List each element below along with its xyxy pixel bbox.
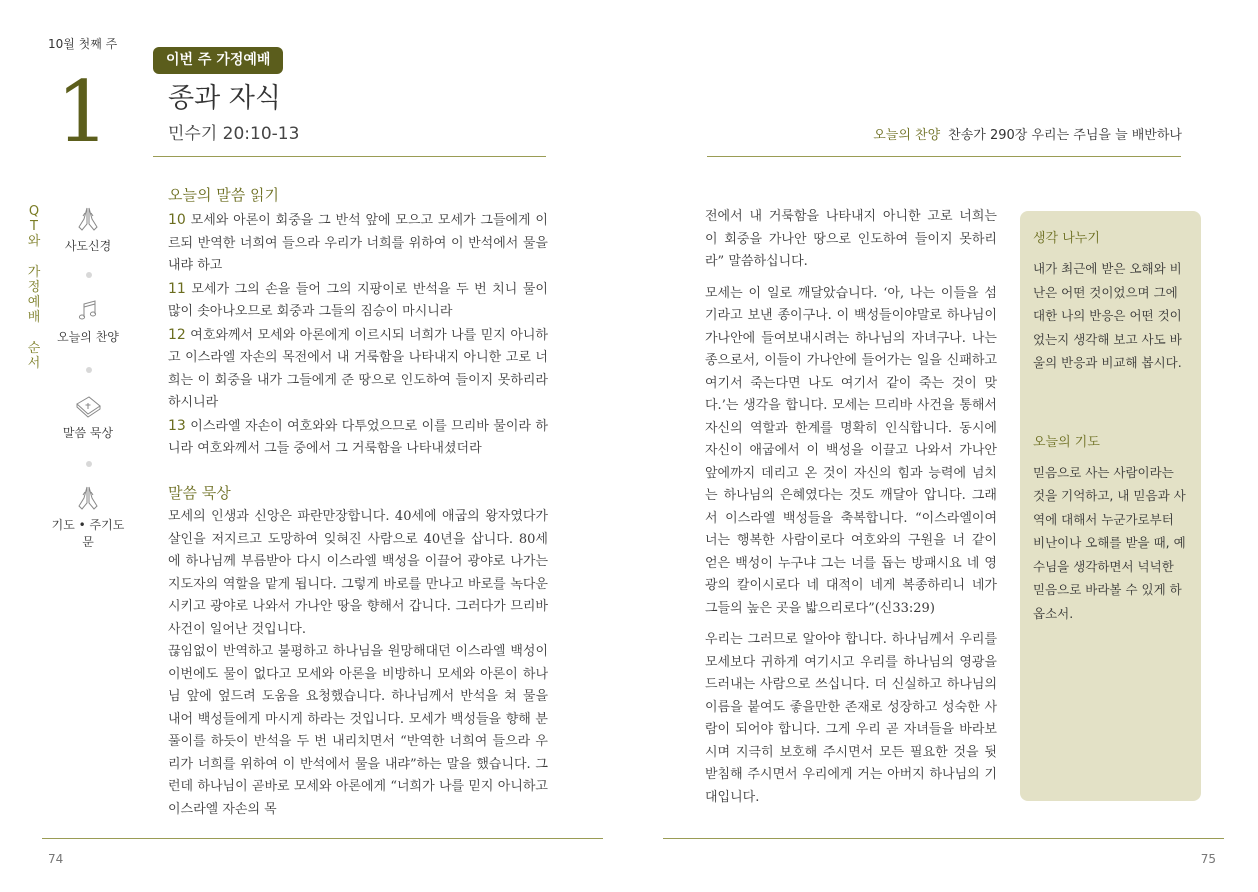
prayer-body: 믿음으로 사는 사람이라는 것을 기억하고, 내 믿음과 사역에 대해서 누군가로부터 비난이나 오해를 받을 때, 예수님을 생각하면서 넉넉한 믿음으로 바라볼 수 있게 하옵소서.: [1033, 464, 1186, 621]
sidebar-label-part: 가정예배: [27, 265, 41, 325]
sidebar-item-label: 말씀 묵상: [62, 426, 114, 440]
paragraph: 우리는 그러므로 알아야 합니다. 하나님께서 우리를 모세보다 귀하게 여기시고 우리를 하나님의 영광을 드러내는 사람으로 쓰십니다. 더 신실하고 하나님의 이름을 붙여도 좋을만한 존재로 성장하고 성숙한 사람이 되어야 합니다. 그게 우리 곧 자녀들을 바라보시며 지극히 보호해 주시면서 모든 필요한 것을 뒷받침해 주시면서 우리에게 거는 아버지 하나님의 기대입니다.: [705, 632, 997, 805]
meditation-continued: [705, 206, 997, 818]
verse-text: 이스라엘 자손이 여호와와 다투었으므로 이를 므리바 물이라 하니라 여호와께서 그들 중에서 그 거룩함을 나타내셨더라: [168, 418, 548, 456]
music-note-icon: [74, 296, 102, 324]
verse-text: 모세가 그의 손을 들어 그의 지팡이로 반석을 두 번 치니 물이 많이 솟아나오므로 회중과 그들의 짐승이 마시니라: [168, 281, 548, 319]
sidebar-item-label: 오늘의 찬양: [57, 330, 119, 344]
praying-hands-icon: [74, 484, 102, 512]
scripture-reference: 민수기 20:10-13: [168, 124, 300, 144]
sidebar-item-praise: [46, 296, 130, 345]
praying-hands-icon: [74, 205, 102, 233]
sidebar-label-part: QT와: [27, 204, 41, 249]
separator-dot: [86, 272, 92, 278]
hymn-title: 찬송가 290장 우리는 주님을 늘 배반하나: [948, 128, 1182, 143]
separator-dot: [86, 461, 92, 467]
sidebar-item-creed: [46, 205, 130, 254]
todays-praise: [873, 124, 1182, 143]
meditation-body: [168, 506, 548, 821]
separator-dot: [86, 367, 92, 373]
reading-title: 오늘의 말씀 읽기: [168, 186, 279, 204]
sidebar-item-label: 기도 • 주기도문: [51, 518, 125, 549]
prayer-title: 오늘의 기도: [1033, 434, 1100, 450]
paragraph: 모세의 인생과 신앙은 파란만장합니다. 40세에 애굽의 왕자였다가 살인을 저지르고 도망하여 잊혀진 사람으로 40년을 삽니다. 80세에 하나님께 부름받아 다시 이스라엘 백성을 이끌어 광야로 나가는 지도자의 역할을 맡게 됩니다. 그렇게 바로를 만나고 바로를 녹다운 시키고 광야로 나와서 가나안 땅을 향해서 갑니다. 그러다가 므리바 사건이 일어난 것입니다.: [168, 509, 548, 637]
day-number: 1: [56, 63, 110, 161]
bible-icon: [74, 392, 102, 420]
divider: [153, 156, 546, 157]
sidebar-item-meditation: [46, 392, 130, 441]
verse-number: 10: [168, 212, 186, 228]
paragraph: 전에서 내 거룩함을 나타내지 아니한 고로 너희는 이 회중을 가나안 땅으로 인도하여 들이지 못하리라” 말씀하십니다.: [705, 209, 997, 269]
sidebar-label-part: 순서: [27, 341, 41, 371]
sidebar-item-label: 사도신경: [64, 239, 112, 253]
section-badge: 이번 주 가정예배: [153, 47, 283, 74]
verse-text: 여호와께서 모세와 아론에게 이르시되 너희가 나를 믿지 아니하고 이스라엘 자손의 목전에서 내 거룩함을 나타내지 아니한 고로 너희는 이 회중을 내가 그들에게 준 땅으로 인도하여 들이지 못하리라 하시니라: [168, 327, 548, 410]
sidebar-item-prayer: [46, 484, 130, 550]
verse-number: 13: [168, 417, 186, 434]
meditation-title: 말씀 묵상: [168, 484, 231, 502]
praise-label: 오늘의 찬양: [873, 128, 941, 143]
verse-number: 12: [168, 326, 186, 343]
sidebar-vertical-label: [27, 204, 41, 371]
page-number: 74: [48, 852, 64, 866]
footer-divider: [42, 838, 603, 839]
sharing-prayer-box: [1020, 211, 1201, 801]
page-number: 75: [1200, 852, 1216, 866]
divider: [707, 156, 1181, 157]
verse-number: 11: [168, 280, 186, 297]
paragraph: 끊임없이 반역하고 불평하고 하나님을 원망해대던 이스라엘 백성이 이번에도 물이 없다고 모세와 아론을 비방하니 모세와 아론이 하나님 앞에 엎드려 도움을 요청했습니다. 하나님께서 반석을 쳐 물을 내어 백성들에게 마시게 하라는 것입니다. 모세가 백성들을 향해 분풀이를 하듯이 반석을 두 번 내리치면서 “반역한 너희여 들으라 우리가 너희를 위하여 이 반석에서 물을 내랴”하는 말을 했습니다. 그런데 하나님이 곧바로 모세와 아론에게 “너희가 나를 믿지 아니하고 이스라엘 자손의 목: [168, 644, 548, 817]
paragraph: 모세는 이 일로 깨달았습니다. ‘아, 나는 이들을 섬기라고 보낸 종이구나. 이 백성들이야말로 하나님이 가나안에 들여보내시려는 하나님의 자녀구나. 나는 종으로서, 이들이 가나안에 들어가는 일을 신패하고 여기서 죽는다면 나도 여기서 같이 죽는 것이 맞다.’는 생각을 합니다. 모세는 므리바 사건을 통해서 자신의 역할과 한계를 명확히 인식합니다. 동시에 자신이 애굽에서 이 백성을 이끌고 나와서 가나안 앞에까지 데리고 온 것이 자신의 힘과 능력에 넘치는 하나님의 은혜였다는 것도 깨달아 압니다. 그래서 이스라엘 백성들을 축복합니다. “이스라엘이여 너는 행복한 사람이로다 여호와의 구원을 너 같이 얻은 백성이 누구냐 그는 너를 돕는 방패시요 네 영광의 칼이시로다 네 대적이 네게 복종하리니 네가 그들의 높은 곳을 밟으리로다”(신33:29): [705, 285, 997, 616]
sharing-title: 생각 나누기: [1033, 231, 1100, 246]
sharing-body: 내가 최근에 받은 오해와 비난은 어떤 것이었으며 그에 대한 나의 반응은 어떤 것이었는지 생각해 보고 사도 바울의 반응과 비교해 봅시다.: [1033, 261, 1182, 370]
verse-text: 모세와 아론이 회중을 그 반석 앞에 모으고 모세가 그들에게 이르되 반역한 너희여 들으라 우리가 너희를 위하여 이 반석에서 물을 내랴 하고: [168, 213, 548, 273]
scripture-passage: [168, 209, 548, 461]
page-title: 종과 자식: [168, 83, 281, 114]
footer-divider: [663, 838, 1224, 839]
week-label: 10월 첫째 주: [48, 37, 118, 51]
